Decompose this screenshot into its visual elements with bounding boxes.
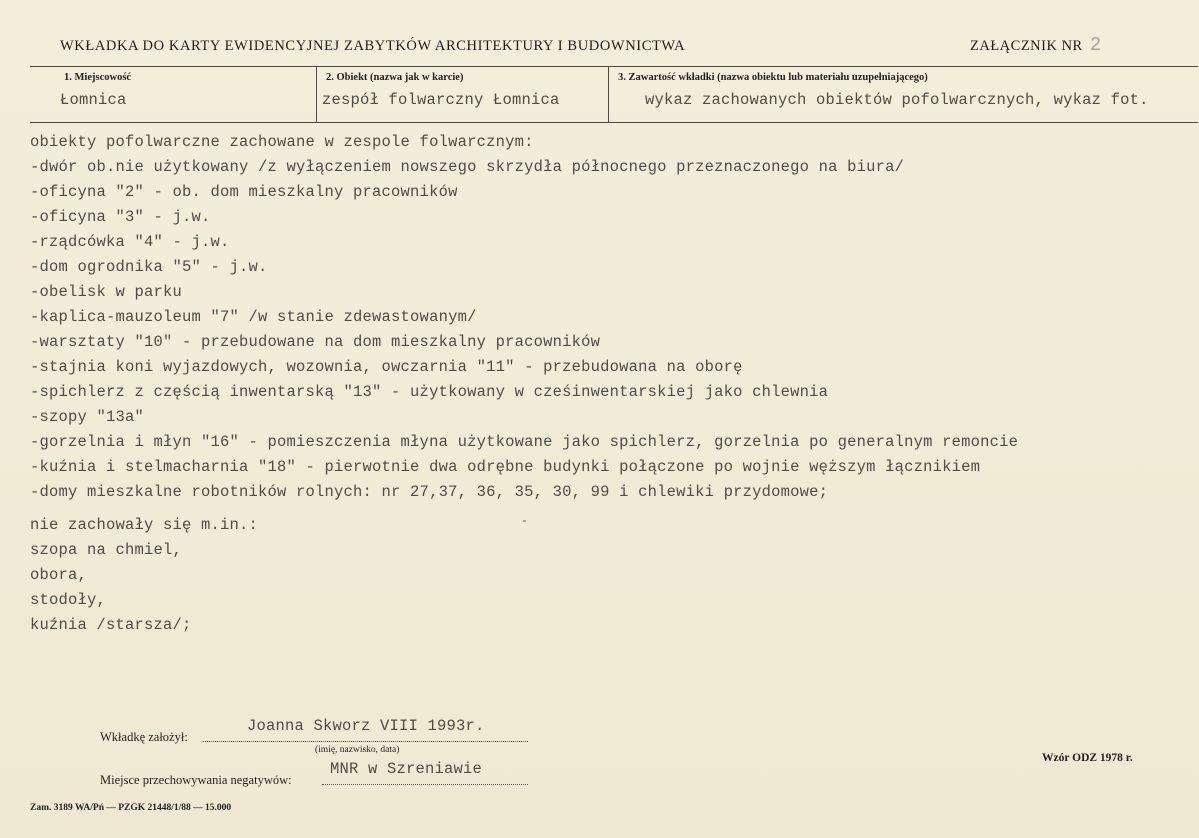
list-item: stodoły, [30,591,107,609]
list-item: obora, [30,566,88,584]
negatives-value: MNR w Szreniawie [330,760,483,778]
founder-label: Wkładkę założył: [100,730,188,744]
founder-line [203,741,528,742]
list-item: obiekty pofolwarczne zachowane w zespole folwarcznym: [30,133,534,151]
object-value: zespół folwarczny Łomnica [322,91,560,109]
list-item: -spichlerz z częścią inwentarską "13" - użytkowany w cześinwentarskiej jako chlewnia [30,383,829,401]
list-item: -gorzelnia i młyn "16" - pomieszczenia młyna użytkowane jako spichlerz, gorzelnia po generalnym remoncie [30,433,1019,451]
list-item: -szopy "13a" [30,408,145,426]
list-item: -stajnia koni wyjazdowych, wozownia, owczarnia "11" - przebudowana na oborę [30,358,743,376]
form-model: Wzór ODZ 1978 r. [1042,752,1133,764]
negatives-label: Miejsce przechowywania negatywów: [100,773,292,787]
place-value: Łomnica [60,91,127,109]
table-top-rule [30,66,1198,67]
content-value: wykaz zachowanych obiektów pofolwarcznych, wykaz fot. [645,91,1149,109]
list-item: -domy mieszkalne robotników rolnych: nr 27,37, 36, 35, 30, 99 i chlewiki przydomowe; [30,483,829,501]
list-item: -kaplica-mauzoleum "7" /w stanie zdewastowanym/ [30,308,477,326]
content-label: 3. Zawartość wkładki (nazwa obiektu lub materiału uzupełniającego) [618,72,928,83]
paper-speck [523,520,526,522]
attachment-label: ZAŁĄCZNIK NR [970,38,1083,54]
list-item: kuźnia /starsza/; [30,616,192,634]
list-item: -rządcówka "4" - j.w. [30,233,230,251]
founder-value: Joanna Skworz VIII 1993r. [247,717,485,735]
list-item: nie zachowały się m.in.: [30,516,259,534]
object-label: 2. Obiekt (nazwa jak w karcie) [326,72,464,83]
list-item: -obelisk w parku [30,283,183,301]
list-item: -oficyna "3" - j.w. [30,208,211,226]
founder-caption: (imię, nazwisko, data) [315,745,400,755]
list-item: szopa na chmiel, [30,541,183,559]
column-divider-2 [608,66,609,122]
list-item: -kuźnia i stelmacharnia "18" - pierwotnie dwa odrębne budynki połączone po wojnie węższym łącznikiem [30,458,981,476]
list-item: -warsztaty "10" - przebudowane na dom mieszkalny pracowników [30,333,601,351]
form-title: WKŁADKA DO KARTY EWIDENCYJNEJ ZABYTKÓW ARCHITEKTURY I BUDOWNICTWA [60,38,686,54]
attachment-number-value: 2 [1089,34,1102,56]
column-divider-1 [316,66,317,122]
table-bottom-rule [30,122,1198,123]
list-item: -oficyna "2" - ob. dom mieszkalny pracowników [30,183,458,201]
print-info: Zam. 3189 WA/Pń — PZGK 21448/1/88 — 15.000 [30,803,232,813]
place-label: 1. Miejscowość [64,72,132,83]
list-item: -dom ogrodnika "5" - j.w. [30,258,268,276]
negatives-line [322,784,528,785]
attachment-number [970,34,1102,56]
list-item: -dwór ob.nie użytkowany /z wyłączeniem nowszego skrzydła północnego przeznaczonego na biura/ [30,158,905,176]
